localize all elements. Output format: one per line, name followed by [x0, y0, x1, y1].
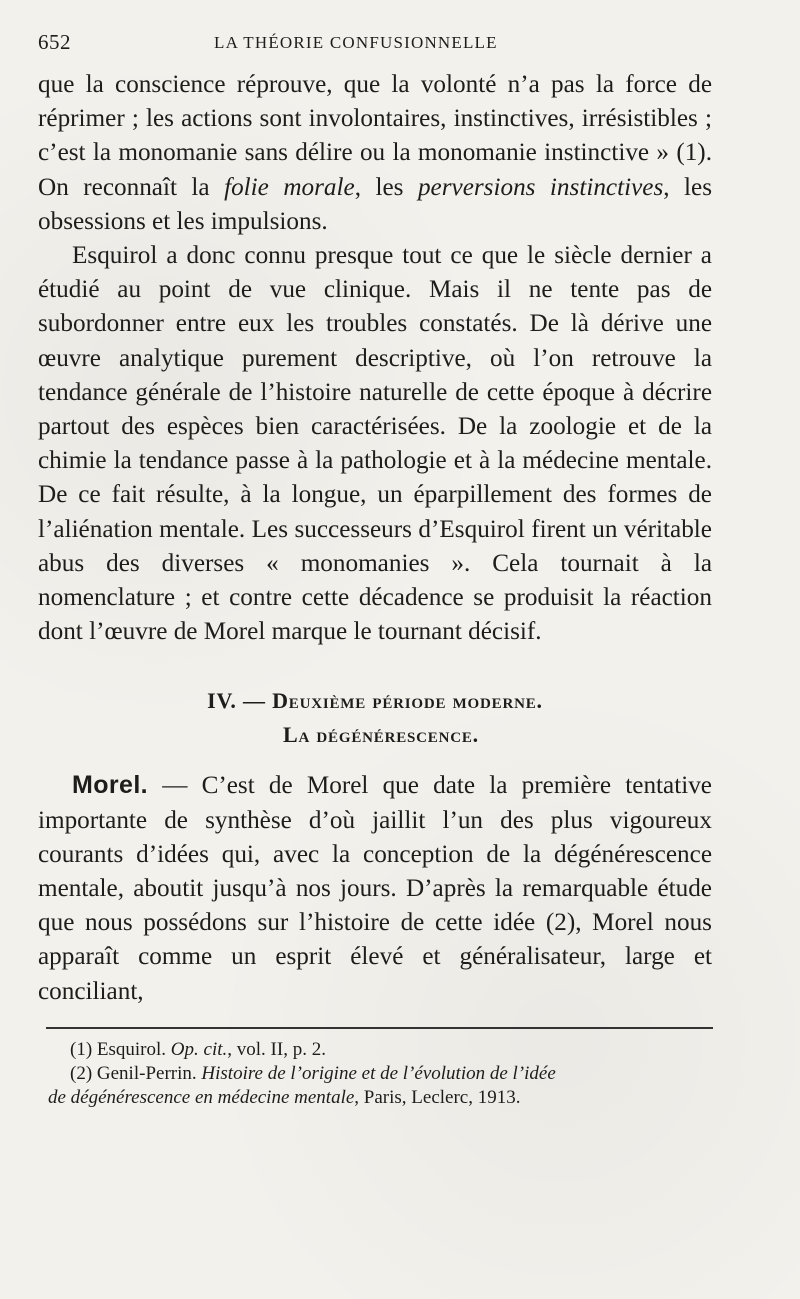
emphasis-perversions-instinctives: perversions instinctives [417, 173, 664, 201]
main-text [38, 68, 712, 1009]
emphasis-folie-morale: folie morale [224, 173, 355, 201]
footnote-2-italic-title-1: Histoire de l’origine et de l’évolution de l’idée [201, 1062, 556, 1084]
footnotes [38, 1038, 718, 1110]
section-heading [38, 684, 712, 752]
section-title-line-1: Deuxième période moderne. [272, 688, 543, 714]
section-dash: — [242, 688, 266, 714]
footnote-2-continuation [48, 1086, 718, 1110]
continued-paragraph [38, 68, 712, 239]
continued-paragraph-text-middle: , les [354, 173, 418, 201]
continued-paragraph-text-end: , les obsessions et les impulsions. [38, 173, 713, 235]
footnote-1-text-before: Esquirol. [92, 1038, 171, 1060]
footnote-2-text-before: Genil-Perrin. [92, 1062, 202, 1084]
footnote-2-text-after: , Paris, Leclerc, 1913. [354, 1086, 521, 1108]
esquirol-paragraph: Esquirol a donc connu presque tout ce que le siècle dernier a étudié au point de vue clinique. Mais il ne tente pas de subordonner entre eux les troubles constatés. De là dérive une œuvre analytique purement descriptive, où l’on retrouve la tendance générale de l’histoire naturelle de cette époque à décrire partout des espèces bien caractérisées. De la zoologie et de la chimie la tendance passe à la pathologie et à la médecine mentale. De ce fait résulte, à la longue, un éparpillement des formes de l’aliénation mentale. Les successeurs d’Esquirol firent un véritable abus des diverses « monomanies ». Cela tournait à la nomenclature ; et contre cette décadence se produisit la réaction dont l’œuvre de Morel marque le tournant décisif. [38, 242, 712, 646]
morel-paragraph [38, 768, 712, 1008]
page-number: 652 [38, 30, 71, 54]
running-head: LA THÉORIE CONFUSIONNELLE [214, 33, 498, 52]
section-number: IV. [207, 688, 237, 714]
page-header [38, 30, 732, 66]
morel-paragraph-text: — C’est de Morel que date la première tentative importante de synthèse d’où jaillit l’un des plus vigoureux courants d’idées qui, avec la conception de la dégénérescence mentale, aboutit jusqu’à nos jours. D’après la remarquable étude que nous possédons sur l’histoire de cette idée (2), Morel nous apparaît comme un esprit élevé et généralisateur, large et conciliant, [38, 772, 712, 1005]
footnote-rule [46, 1027, 713, 1029]
section-title-line-2: La dégénérescence. [283, 722, 479, 748]
continued-paragraph-text-start: que la conscience réprouve, que la volonté n’a pas la force de réprimer ; les actions sont involontaires, instinctives, irrésistibles ; c’est la monomanie sans délire ou la monomanie instinctive » (1). On reconnaît la [38, 71, 712, 201]
footnote-1-text-after: , vol. II, p. 2. [227, 1038, 326, 1060]
footnote-2-label: (2) [70, 1062, 93, 1084]
footnote-1-italic: Op. cit. [170, 1038, 228, 1060]
footnote-2-italic-title-2: de dégénérescence en médecine mentale [48, 1086, 355, 1108]
footnote-1-label: (1) [70, 1038, 93, 1060]
footnote-1 [38, 1038, 718, 1062]
footnote-2 [38, 1062, 718, 1086]
morel-name: Morel. [72, 771, 149, 800]
